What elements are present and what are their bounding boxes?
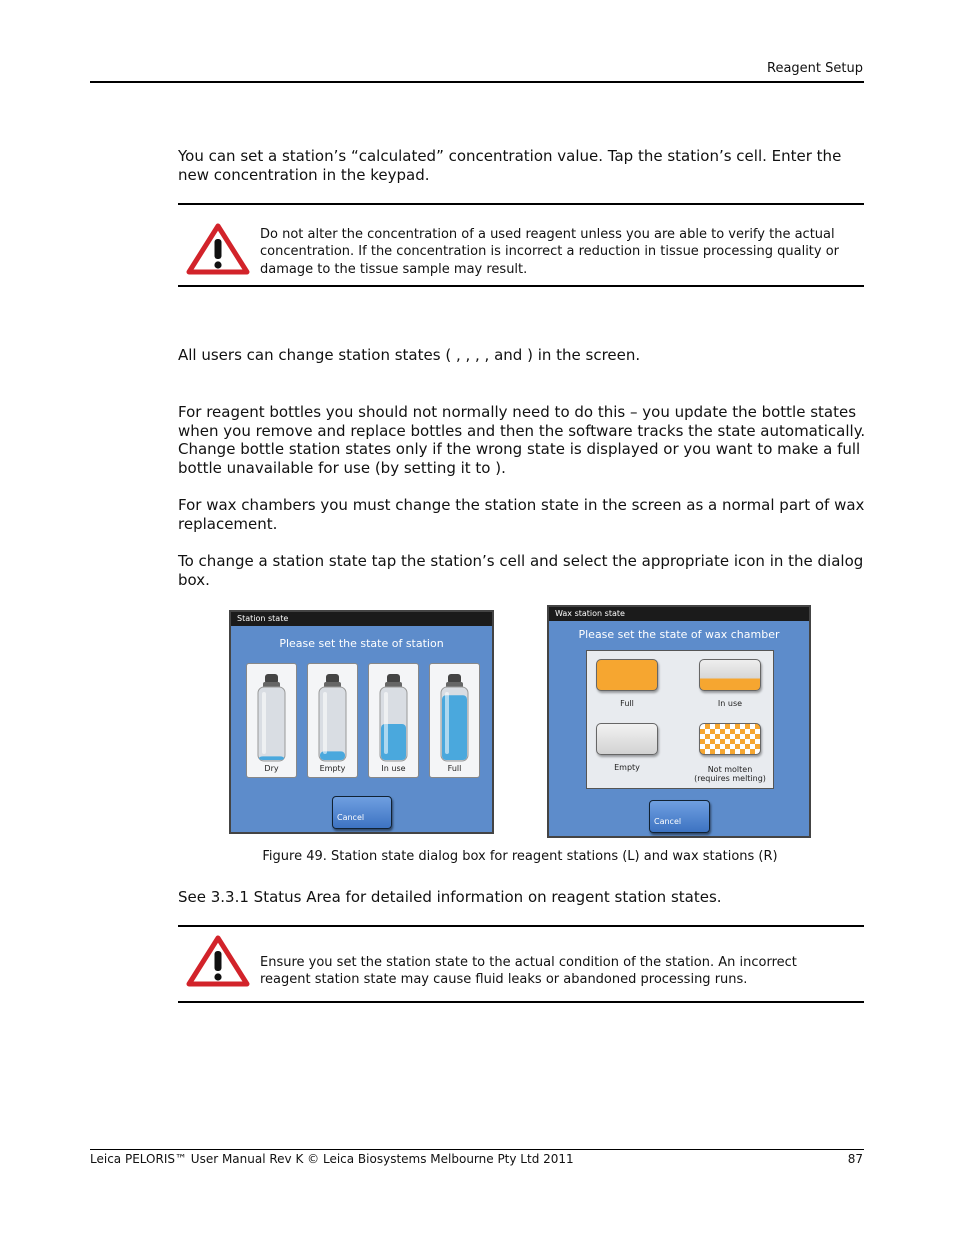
wax-station-state-dialog bbox=[547, 605, 811, 838]
cancel-label: Cancel bbox=[654, 817, 682, 826]
wax-empty-button[interactable] bbox=[596, 723, 658, 778]
wax-options bbox=[586, 650, 774, 789]
wax-in-use-icon bbox=[699, 659, 761, 691]
wax-empty-label: Empty bbox=[614, 763, 640, 772]
state-full-button[interactable] bbox=[429, 663, 480, 778]
wax-full-label: Full bbox=[620, 699, 634, 708]
wax-in-use-label: In use bbox=[717, 699, 743, 708]
paragraph-concentration: You can set a station’s “calculated” concentration value. Tap the station’s cell. Enter the new concentration in the keypad. bbox=[178, 147, 842, 184]
warning-box-concentration bbox=[178, 203, 864, 287]
warning-box-station-state bbox=[178, 925, 864, 1003]
warning-text-concentration: Do not alter the concentration of a used reagent unless you are able to verify the actual concentration. If the concentration is incorrect a reduction in tissue processing quality or damage to the tissue sample may result. bbox=[260, 227, 840, 277]
dialog-prompt: Please set the state of wax chamber bbox=[578, 628, 780, 641]
state-empty-button[interactable] bbox=[307, 663, 358, 778]
reagent-station-state-dialog bbox=[229, 610, 494, 834]
wax-empty-icon bbox=[596, 723, 658, 755]
dialog-prompt: Please set the state of station bbox=[279, 637, 444, 650]
warning-icon bbox=[186, 223, 250, 275]
bottle-full-icon bbox=[440, 674, 469, 762]
reagent-cancel-button[interactable] bbox=[332, 796, 392, 829]
dialog-title: Wax station state bbox=[549, 607, 809, 621]
wax-full-icon bbox=[596, 659, 658, 691]
bottle-in-use-icon bbox=[379, 674, 408, 762]
footer-rule bbox=[90, 1149, 864, 1150]
state-in-use-label: In use bbox=[381, 764, 406, 773]
paragraph-wax-chambers: For wax chambers you must change the station state in the screen as a normal part of wax replacement. bbox=[178, 496, 865, 533]
wax-not-molten-button[interactable] bbox=[691, 723, 769, 785]
wax-cancel-button[interactable] bbox=[649, 800, 710, 833]
cancel-label: Cancel bbox=[337, 813, 365, 822]
state-dry-button[interactable] bbox=[246, 663, 297, 778]
figure-caption: Figure 49. Station state dialog box for reagent stations (L) and wax stations (R) bbox=[262, 849, 778, 864]
state-full-label: Full bbox=[447, 764, 462, 773]
footer-copyright: Leica PELORIS™ User Manual Rev K © Leica Biosystems Melbourne Pty Ltd 2011 bbox=[90, 1152, 574, 1166]
header-rule bbox=[90, 81, 864, 83]
paragraph-reagent-bottles: For reagent bottles you should not normally need to do this – you update the bottle states when you remove and replace bottles and then the software tracks the state automatically. Change bottle station states only if the wrong state is displayed or you want to make a full bottle unavailable for use (by setting it to ). bbox=[178, 403, 866, 477]
wax-not-molten-label: Not molten (requires melting) bbox=[694, 765, 766, 783]
bottle-dry-icon bbox=[257, 674, 286, 762]
bottle-empty-icon bbox=[318, 674, 347, 762]
dialog-title: Station state bbox=[231, 612, 492, 626]
warning-text-station-state: Ensure you set the station state to the actual condition of the station. An incorrect reagent station state may cause fluid leaks or abandoned processing runs. bbox=[260, 955, 797, 988]
state-dry-label: Dry bbox=[264, 764, 279, 773]
state-empty-label: Empty bbox=[319, 764, 346, 773]
page-number: 87 bbox=[847, 1152, 863, 1166]
bottle-options bbox=[239, 658, 485, 779]
paragraph-change-state: To change a station state tap the station’s cell and select the appropriate icon in the dialog box. bbox=[178, 552, 864, 589]
wax-full-button[interactable] bbox=[596, 659, 658, 714]
wax-not-molten-icon bbox=[699, 723, 761, 755]
paragraph-station-states: All users can change station states ( , , , , and ) in the screen. bbox=[178, 346, 641, 364]
running-header: Reagent Setup bbox=[767, 61, 863, 76]
wax-in-use-button[interactable] bbox=[699, 659, 761, 714]
warning-icon bbox=[186, 935, 250, 987]
paragraph-see-status-area: See 3.3.1 Status Area for detailed information on reagent station states. bbox=[178, 888, 722, 906]
state-in-use-button[interactable] bbox=[368, 663, 419, 778]
